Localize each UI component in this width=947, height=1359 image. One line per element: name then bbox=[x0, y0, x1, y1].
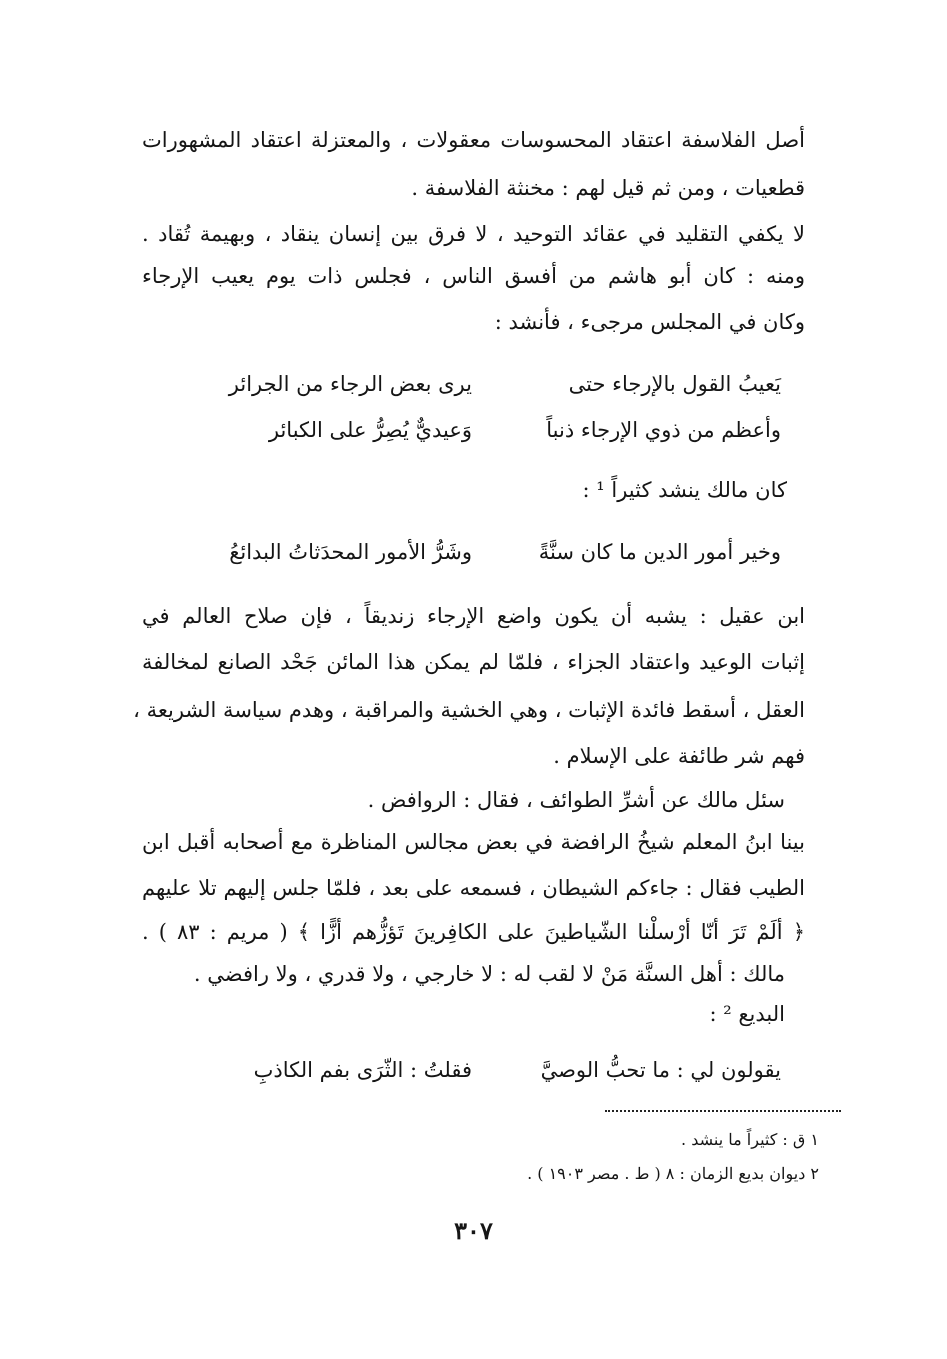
ibn-aqil-line-2: إثبات الوعيد واعتقاد الجزاء ، فلمّا لم يمكن هذا المائن جَحْد الصانع لمخالفة bbox=[142, 650, 805, 674]
ibn-muallim-line-2: الطيب فقال : جاءكم الشيطان ، فسمعه على بعد ، فلمّا جلس إليهم تلا عليهم bbox=[142, 876, 805, 900]
malik-quote-intro: كان مالك ينشد كثيراً ¹ : bbox=[582, 478, 787, 502]
ibn-muallim-line-1: بينا ابنُ المعلم شيخُ الرافضة في بعض مجالس المناظرة مع أصحابه أقبل ابن bbox=[142, 830, 805, 854]
verse3-second-hemistich: فقلتُ : الثّرَى بفم الكاذبِ bbox=[253, 1058, 472, 1082]
malik-ahl-sunna-line: مالك : أهل السنَّة مَنْ لا لقب له : لا خارجي ، ولا قدري ، ولا رافضي . bbox=[193, 962, 785, 986]
text-line-1: أصل الفلاسفة اعتقاد المحسوسات معقولات ، والمعتزلة اعتقاد المشهورات bbox=[142, 128, 805, 152]
text-line-5: وكان في المجلس مرجىء ، فأنشد : bbox=[494, 310, 805, 334]
verse1-line2-second-hemistich: وَعيديٌّ يُصِرُّ على الكبائر bbox=[268, 418, 472, 442]
footnote-1: ١ ق : كثيراً ما ينشد . bbox=[681, 1130, 819, 1149]
malik-sual-line: سئل مالك عن أشرِّ الطوائف ، فقال : الروافض . bbox=[367, 788, 785, 812]
verse1-line1-second-hemistich: يرى بعض الرجاء من الجرائر bbox=[228, 372, 472, 396]
text-line-3: لا يكفي التقليد في عقائد التوحيد ، لا فرق بين إنسان ينقاد ، وبهيمة تُقاد . bbox=[142, 222, 805, 246]
verse1-line1-first-hemistich: يَعيبُ القول بالإرجاء حتى bbox=[568, 372, 781, 396]
footnote-separator bbox=[605, 1110, 841, 1112]
verse2-second-hemistich: وشَرُّ الأمور المحدَثاتُ البدائعُ bbox=[229, 540, 472, 564]
ibn-aqil-line-3: العقل ، أسقط فائدة الإثبات ، وهي الخشية والمراقبة ، وهدم سياسة الشريعة ، bbox=[133, 698, 805, 722]
page-number: ٣٠٧ bbox=[454, 1216, 493, 1245]
footnote-2: ٢ ديوان بديع الزمان : ٨ ( ط . مصر ١٩٠٣ ) . bbox=[527, 1164, 819, 1183]
ibn-aqil-line-1: ابن عقيل : يشبه أن يكون واضع الإرجاء زنديقاً ، فإن صلاح العالم في bbox=[142, 604, 805, 628]
text-line-2: قطعيات ، ومن ثم قيل لهم : مخنثة الفلاسفة . bbox=[411, 176, 805, 200]
text-line-4: ومنه : كان أبو هاشم من أفسق الناس ، فجلس ذات يوم يعيب الإرجاء bbox=[142, 264, 805, 288]
verse1-line2-first-hemistich: وأعظم من ذوي الإرجاء ذنباً bbox=[546, 418, 781, 442]
badi-intro: البديع ² : bbox=[709, 1002, 785, 1026]
verse2-first-hemistich: وخير أمور الدين ما كان سنَّةً bbox=[538, 540, 781, 564]
quran-verse-line: ﴿ ألَمْ تَرَ أنّا أرْسلْنا الشّياطينَ على الكافِرينَ تَؤزُّهم أزًّا ﴾ ( مريم : ٨٣ ) . bbox=[142, 920, 806, 944]
ibn-aqil-line-4: فهم شر طائفة على الإسلام . bbox=[553, 744, 805, 768]
verse3-first-hemistich: يقولون لي : ما تحبُّ الوصيَّ bbox=[540, 1058, 781, 1082]
